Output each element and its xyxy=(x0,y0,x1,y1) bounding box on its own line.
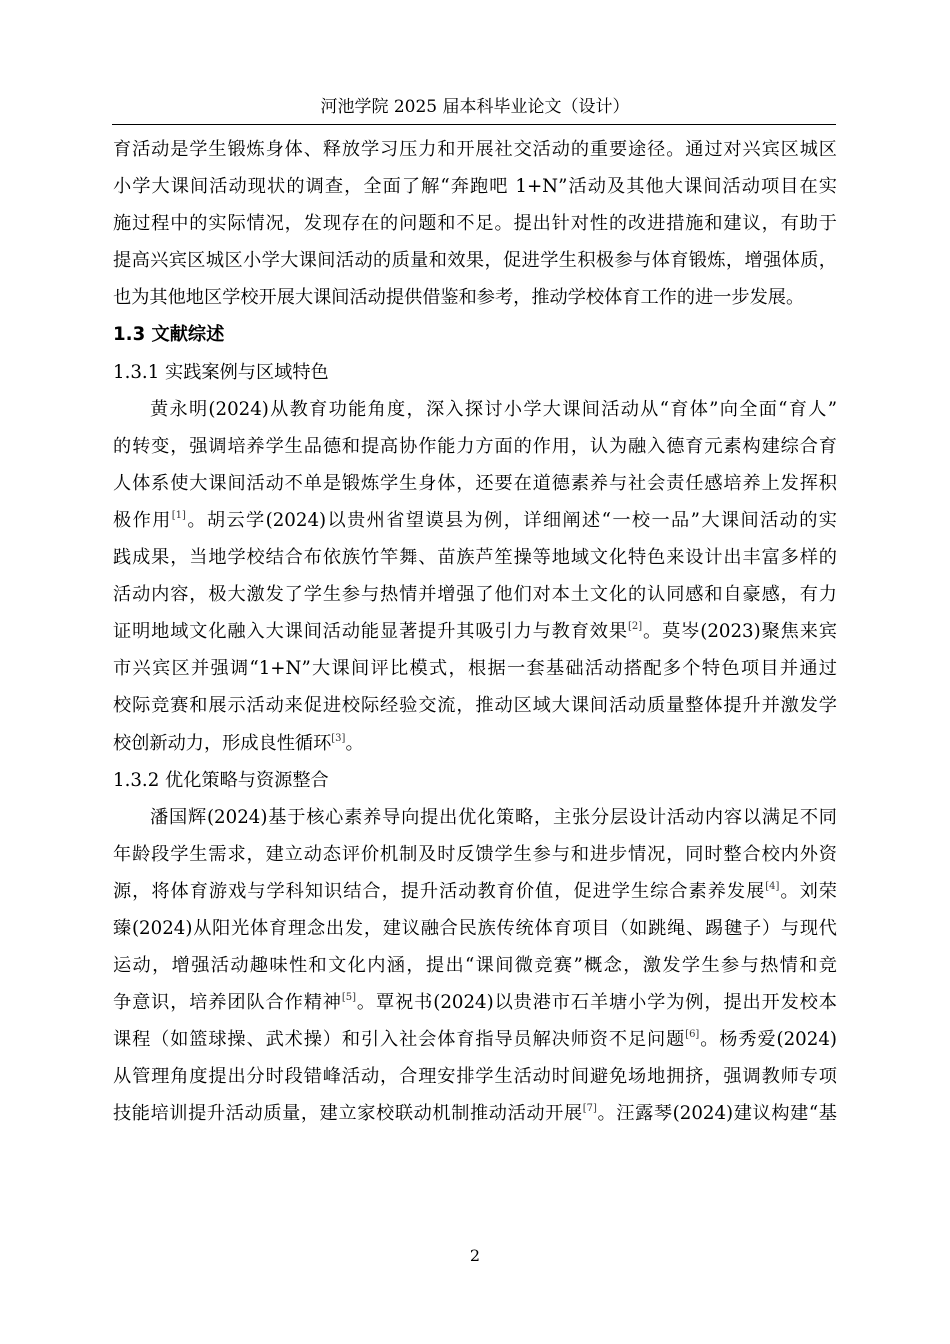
subsection-heading: 1.3.2 优化策略与资源整合 xyxy=(113,769,329,791)
text-line xyxy=(113,1095,837,1132)
text-segment: 极作用 xyxy=(113,509,172,531)
citation-ref-3[interactable]: [3] xyxy=(331,732,346,744)
text-line xyxy=(113,613,837,650)
text-line xyxy=(113,984,837,1021)
text-segment: 。覃祝书(2024)以贵港市石羊塘小学为例，提出开发校本 xyxy=(356,992,837,1014)
text-segment: 。莫岑(2023)聚焦来宾 xyxy=(642,621,837,643)
text-segment: 校创新动力，形成良性循环 xyxy=(113,732,332,754)
text-line: 践成果，当地学校结合布依族竹竿舞、苗族芦笙操等地域文化特色来设计出丰富多样的 xyxy=(113,547,837,569)
citation-ref-2[interactable]: [2] xyxy=(627,621,643,633)
page-number: 2 xyxy=(469,1246,481,1265)
text-line: 臻(2024)从阳光体育理念出发，建议融合民族传统体育项目（如跳绳、踢毽子）与现代 xyxy=(113,917,837,939)
citation-ref-5[interactable]: [5] xyxy=(341,992,357,1004)
citation-ref-4[interactable]: [4] xyxy=(765,880,780,892)
text-line: 年龄段学生需求，建立动态评价机制及时反馈学生参与和进步情况，同时整合校内外资 xyxy=(113,843,837,865)
text-line: 运动，增强活动趣味性和文化内涵，提出“课间微竞赛”概念，激发学生参与热情和竞 xyxy=(113,955,837,977)
text-segment: 。杨秀爱(2024) xyxy=(699,1029,837,1051)
text-line: 从管理角度提出分时段错峰活动，合理安排学生活动时间避免场地拥挤，强调教师专项 xyxy=(113,1066,837,1088)
text-line xyxy=(113,502,837,539)
text-segment: 课程（如篮球操、武术操）和引入社会体育指导员解决师资不足问题 xyxy=(113,1029,686,1051)
paragraph-optimization xyxy=(113,799,837,1133)
running-header: 河池学院 2025 届本科毕业论文（设计） xyxy=(320,97,630,117)
text-line: 黄永明(2024)从教育功能角度，深入探讨小学大课间活动从“育体”向全面“育人” xyxy=(150,398,837,420)
subsection-heading: 1.3.1 实践案例与区域特色 xyxy=(113,361,329,383)
paragraph-practice-cases xyxy=(113,391,837,762)
text-segment: 证明地域文化融入大课间活动能显著提升其吸引力与教育效果 xyxy=(113,621,628,643)
citation-ref-6[interactable]: [6] xyxy=(685,1029,700,1041)
text-segment: 源，将体育游戏与学科知识结合，提升活动教育价值，促进学生综合素养发展 xyxy=(113,880,766,902)
text-line: 人体系使大课间活动不单是锻炼学生身体，还要在道德素养与社会责任感培养上发挥积 xyxy=(113,472,837,494)
citation-ref-1[interactable]: [1] xyxy=(171,509,186,521)
text-segment: 。刘荣 xyxy=(779,880,837,902)
intro-paragraph xyxy=(113,131,837,316)
text-line: 市兴宾区并强调“1+N”大课间评比模式，根据一套基础活动搭配多个特色项目并通过 xyxy=(113,658,837,680)
text-line: 育活动是学生锻炼身体、释放学习压力和开展社交活动的重要途径。通过对兴宾区城区 xyxy=(113,139,837,160)
text-line: 校际竞赛和展示活动来促进校际经验交流，推动区域大课间活动质量整体提升并激发学 xyxy=(113,695,837,717)
text-line xyxy=(113,725,837,762)
text-line: 也为其他地区学校开展大课间活动提供借鉴和参考，推动学校体育工作的进一步发展。 xyxy=(113,287,805,309)
section-heading: 1.3 文献综述 xyxy=(113,324,225,346)
text-segment: 。胡云学(2024)以贵州省望谟县为例，详细阐述“一校一品”大课间活动的实 xyxy=(185,509,837,531)
text-segment: 。汪露琴(2024)建议构建“基 xyxy=(596,1103,837,1125)
text-segment: 争意识，培养团队合作精神 xyxy=(113,992,342,1014)
text-line: 的转变，强调培养学生品德和提高协作能力方面的作用，认为融入德育元素构建综合育 xyxy=(113,435,837,457)
text-line: 提高兴宾区城区小学大课间活动的质量和效果，促进学生积极参与体育锻炼，增强体质， xyxy=(113,250,837,272)
header-divider xyxy=(112,124,836,125)
text-line xyxy=(113,873,837,910)
text-segment: 技能培训提升活动质量，建立家校联动机制推动活动开展 xyxy=(113,1103,583,1125)
text-line: 活动内容，极大激发了学生参与热情并增强了他们对本土文化的认同感和自豪感，有力 xyxy=(113,584,837,606)
text-line: 小学大课间活动现状的调查，全面了解“奔跑吧 1+N”活动及其他大课间活动项目在实 xyxy=(113,176,837,198)
text-segment: 。 xyxy=(345,732,364,754)
text-line: 施过程中的实际情况，发现存在的问题和不足。提出针对性的改进措施和建议，有助于 xyxy=(113,213,837,235)
citation-ref-7[interactable]: [7] xyxy=(582,1103,597,1115)
document-body xyxy=(113,131,837,1133)
text-line: 潘国辉(2024)基于核心素养导向提出优化策略，主张分层设计活动内容以满足不同 xyxy=(150,806,837,828)
text-line xyxy=(113,1021,837,1058)
